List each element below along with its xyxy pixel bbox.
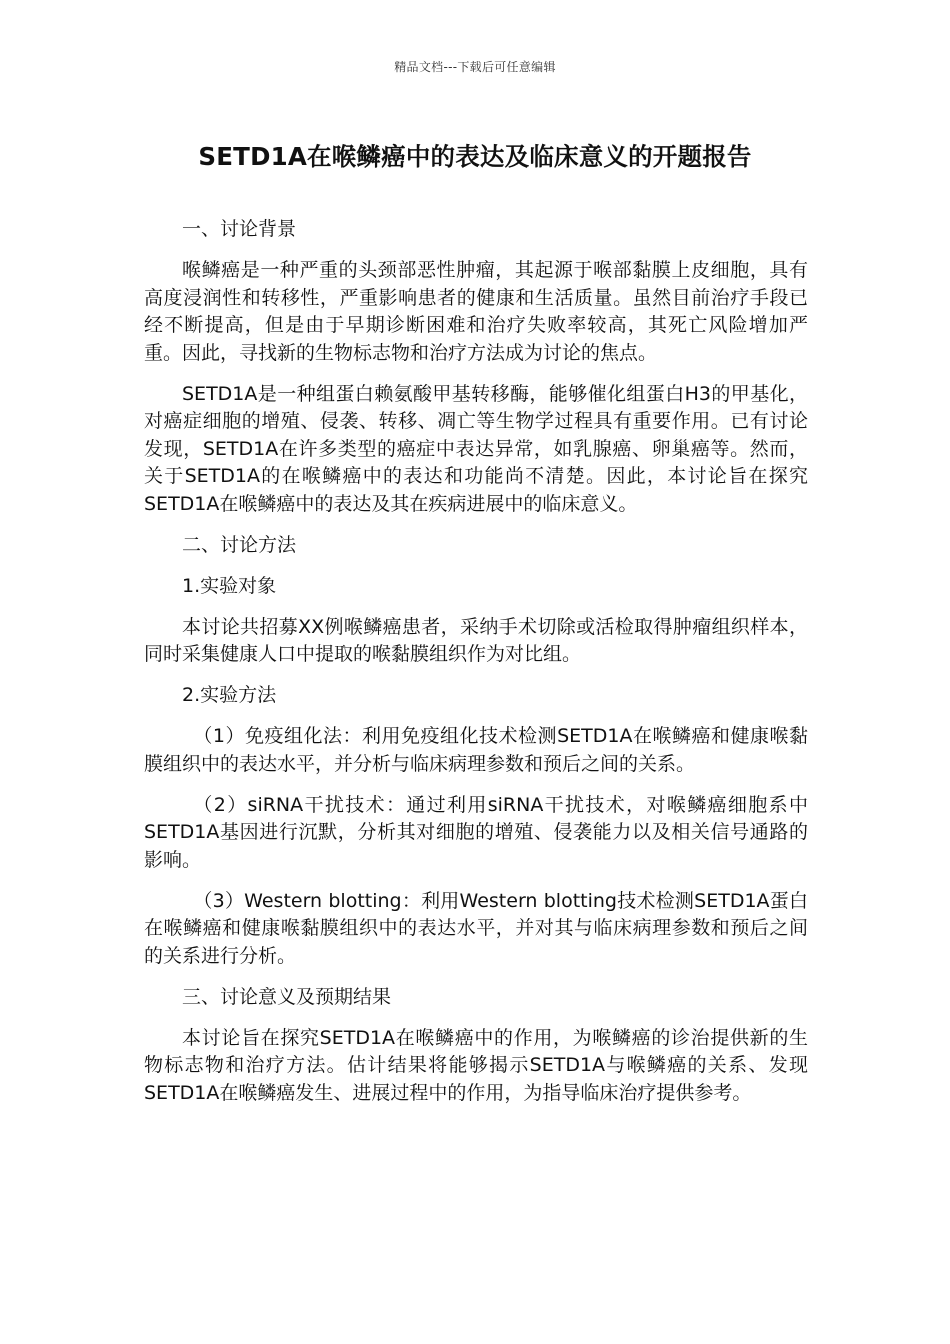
document-body — [144, 216, 808, 1121]
method-item-ihc: （1）免疫组化法：利用免疫组化技术检测SETD1A在喉鳞癌和健康喉黏膜组织中的表达水平，并分析与临床病理参数和预后之间的关系。 — [144, 725, 808, 775]
paragraph-significance: 本讨论旨在探究SETD1A在喉鳞癌中的作用，为喉鳞癌的诊治提供新的生物标志物和治疗方法。估计结果将能够揭示SETD1A与喉鳞癌的关系、发现SETD1A在喉鳞癌发生、进展过程中的作用，为指导临床治疗提供参考。 — [144, 1026, 808, 1104]
method-item-sirna: （2）siRNA干扰技术：通过利用siRNA干扰技术，对喉鳞癌细胞系中SETD1A基因进行沉默，分析其对细胞的增殖、侵袭能力以及相关信号通路的影响。 — [144, 793, 808, 871]
section-heading-significance: 三、讨论意义及预期结果 — [182, 985, 392, 1008]
section-heading-background: 一、讨论背景 — [182, 218, 297, 240]
method-item-western-blot: （3）Western blotting：利用Western blotting技术检测SETD1A蛋白在喉鳞癌和健康喉黏膜组织中的表达水平，并对其与临床病理参数和预后之间的关系进行分析。 — [144, 889, 808, 967]
subheading-methods: 2.实验方法 — [182, 684, 277, 706]
header-note: 精品文档---下载后可任意编辑 — [394, 60, 556, 74]
paragraph-background-1: 喉鳞癌是一种严重的头颈部恶性肿瘤，其起源于喉部黏膜上皮细胞，具有高度浸润性和转移性，严重影响患者的健康和生活质量。虽然目前治疗手段已经不断提高，但是由于早期诊断困难和治疗失败率较高，其死亡风险增加严重。因此，寻找新的生物标志物和治疗方法成为讨论的焦点。 — [144, 259, 808, 364]
document-title: SETD1A在喉鳞癌中的表达及临床意义的开题报告 — [198, 142, 752, 171]
paragraph-background-2: SETD1A是一种组蛋白赖氨酸甲基转移酶，能够催化组蛋白H3的甲基化，对癌症细胞的增殖、侵袭、转移、凋亡等生物学过程具有重要作用。已有讨论发现，SETD1A在许多类型的癌症中表达异常，如乳腺癌、卵巢癌等。然而，关于SETD1A的在喉鳞癌中的表达和功能尚不清楚。因此，本讨论旨在探究SETD1A在喉鳞癌中的表达及其在疾病进展中的临床意义。 — [144, 382, 808, 515]
paragraph-subjects: 本讨论共招募XX例喉鳞癌患者，采纳手术切除或活检取得肿瘤组织样本，同时采集健康人口中提取的喉黏膜组织作为对比组。 — [144, 615, 808, 665]
subheading-subjects: 1.实验对象 — [182, 574, 277, 597]
section-heading-methods: 二、讨论方法 — [182, 533, 297, 556]
